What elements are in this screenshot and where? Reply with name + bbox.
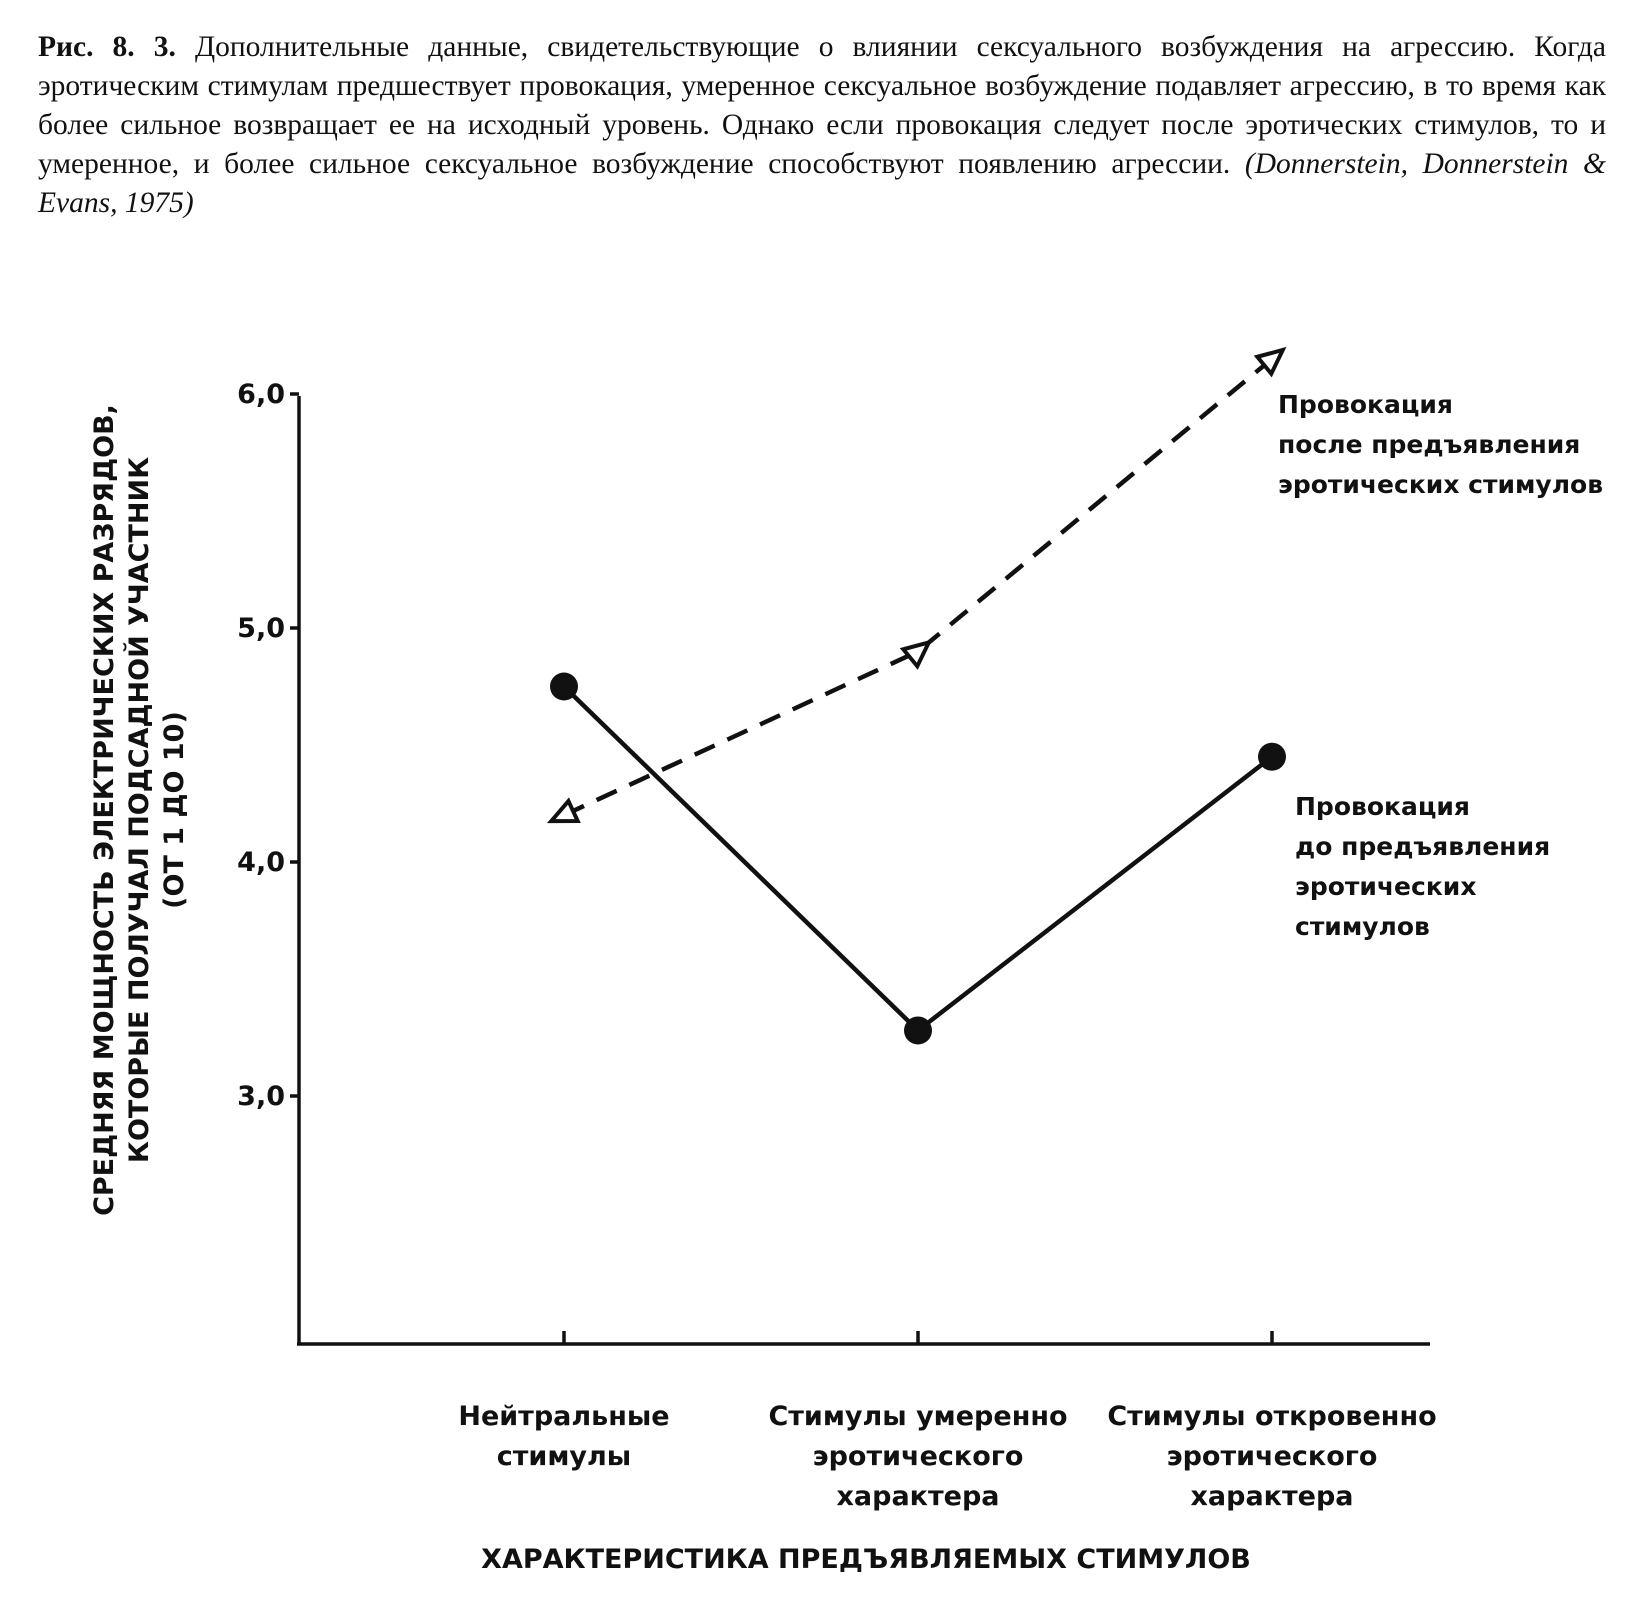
y-axis-title-line: СРЕДНЯЯ МОЩНОСТЬ ЭЛЕКТРИЧЕСКИХ РАЗРЯДОВ, (89, 404, 120, 1216)
data-point-circle (1258, 743, 1286, 771)
data-point-circle (550, 673, 578, 701)
y-axis-title (89, 404, 190, 1216)
x-category-label: эротического (812, 1441, 1024, 1472)
series-label-line: до предъявления (1295, 832, 1551, 861)
caption-text: Дополнительные данные, свидетельствующие о влиянии сексуального возбуждения на агрессию. Когда эротическим стимулам предшествует провокация, умеренное сексуальное возбуждение подавляет агрессию, в то время как более сильное возвращает ее на исходный уровень. Однако если провокация следует после эротических стимулов, то и умеренное, и более сильное сексуальное возбуждение способствуют появлению агрессии. (38, 31, 1606, 180)
x-category-label: Стимулы умеренно (768, 1401, 1068, 1432)
y-tick-label: 3,0 (237, 1081, 285, 1112)
series-lines (547, 342, 1290, 1045)
series-label-line: эротических (1295, 872, 1477, 901)
axes (237, 379, 1430, 1344)
data-point-triangle (547, 801, 578, 831)
y-tick-label: 6,0 (237, 379, 285, 410)
series-label-line: эротических стимулов (1278, 470, 1604, 499)
series-line-2 (564, 687, 1272, 1031)
series-labels (1278, 390, 1603, 941)
series-label-line: стимулов (1295, 912, 1430, 941)
series-label-line: после предъявления (1278, 430, 1581, 459)
x-category-label: стимулы (496, 1441, 632, 1472)
series-label-line: Провокация (1278, 390, 1453, 419)
series-line-1 (564, 359, 1272, 815)
y-axis-title-line: (ОТ 1 ДО 10) (159, 711, 190, 909)
y-tick-label: 5,0 (237, 613, 285, 644)
data-point-circle (904, 1016, 932, 1044)
x-category-label: Стимулы откровенно (1107, 1401, 1437, 1432)
x-category-label: Нейтральные (458, 1401, 670, 1432)
y-axis-title-line: КОТОРЫЕ ПОЛУЧАЛ ПОДСАДНОЙ УЧАСТНИК (124, 456, 155, 1164)
figure-number: Рис. 8. 3. (38, 31, 176, 63)
x-axis-title: ХАРАКТЕРИСТИКА ПРЕДЪЯВЛЯЕМЫХ СТИМУЛОВ (481, 1544, 1251, 1575)
x-category-label: характера (1190, 1481, 1354, 1512)
x-category-label: характера (836, 1481, 1000, 1512)
x-axis-labels (458, 1401, 1436, 1575)
caption-citation: (Donnerstein, Donnerstein & Evans, 1975) (38, 148, 1606, 219)
x-category-label: эротического (1166, 1441, 1378, 1472)
y-tick-label: 4,0 (237, 847, 285, 878)
series-label-line: Провокация (1295, 792, 1470, 821)
